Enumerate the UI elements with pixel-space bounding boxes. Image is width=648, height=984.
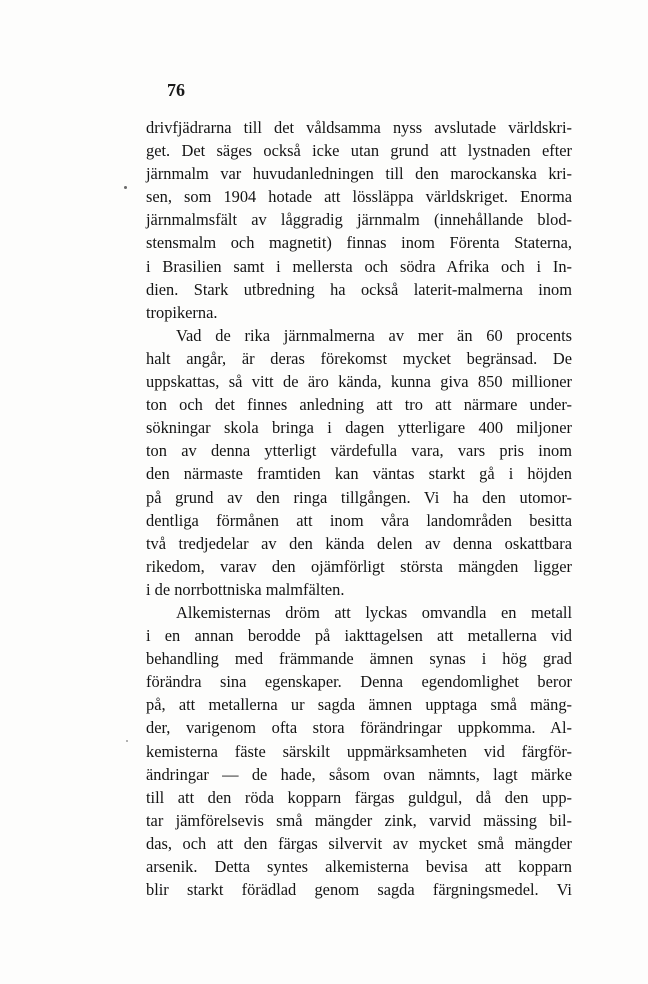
text-line: järnmalm var huvudanledningen till den marockanska kri- [146, 164, 572, 184]
text-line: der, varigenom ofta stora förändringar uppkomma. Al- [146, 718, 572, 738]
print-speck [124, 186, 127, 189]
text-line: get. Det säges också icke utan grund att lystnaden efter [146, 141, 572, 161]
text-line: ton av denna ytterligt värdefulla vara, vars pris inom [146, 441, 572, 461]
text-line: tropikerna. [146, 302, 218, 322]
text-line: järnmalmsfält av låggradig järnmalm (innehållande blod- [146, 210, 572, 230]
text-line: Alkemisternas dröm att lyckas omvandla en metall [176, 602, 572, 622]
text-line: ton och det finnes anledning att tro att närmare under- [146, 395, 572, 415]
text-line: dien. Stark utbredning ha också laterit-malmerna inom [146, 279, 572, 299]
text-line: sökningar skola bringa i dagen ytterligare 400 miljoner [146, 418, 572, 438]
text-line: i de norrbottniska malmfälten. [146, 579, 345, 599]
text-line: behandling med främmande ämnen synas i hög grad [146, 649, 572, 669]
text-line: två tredjedelar av den kända delen av denna oskattbara [146, 533, 572, 553]
text-line: sen, som 1904 hotade att lössläppa världskriget. Enorma [146, 187, 572, 207]
text-line: halt angår, är deras förekomst mycket begränsad. De [146, 348, 572, 368]
text-line: uppskattas, så vitt de äro kända, kunna giva 850 millioner [146, 372, 572, 392]
text-line: Vad de rika järnmalmerna av mer än 60 procents [176, 325, 572, 345]
text-line: på, att metallerna ur sagda ämnen upptaga små mäng- [146, 695, 572, 715]
text-line: stensmalm och magnetit) finnas inom Förenta Staterna, [146, 233, 572, 253]
text-line: ändringar — de hade, såsom ovan nämnts, lagt märke [146, 764, 572, 784]
text-line: i Brasilien samt i mellersta och södra Afrika och i In- [146, 256, 572, 276]
text-line: kemisterna fäste särskilt uppmärksamheten vid färgför- [146, 741, 572, 761]
text-line: på grund av den ringa tillgången. Vi ha den utomor- [146, 487, 572, 507]
text-line: das, och att den färgas silvervit av mycket små mängder [146, 833, 572, 853]
print-speck [126, 740, 128, 742]
text-line: förändra sina egenskaper. Denna egendomlighet beror [146, 672, 572, 692]
text-line: rikedom, varav den ojämförligt största mängden ligger [146, 556, 572, 576]
text-line: tar jämförelsevis små mängder zink, varvid mässing bil- [146, 810, 572, 830]
text-line: drivfjädrarna till det våldsamma nyss avslutade världskri- [146, 118, 572, 137]
page-number: 76 [167, 80, 185, 100]
text-line: arsenik. Detta syntes alkemisterna bevisa att kopparn [146, 857, 572, 876]
body-text [146, 116, 572, 901]
text-line: i en annan berodde på iakttagelsen att metallerna vid [146, 626, 572, 646]
text-line: den närmaste framtiden kan väntas starkt gå i höjden [146, 464, 572, 484]
text-line: blir starkt förädlad genom sagda färgningsmedel. Vi [146, 880, 572, 900]
text-line: dentliga förmånen att inom våra landområden besitta [146, 510, 572, 530]
text-line: till att den röda kopparn färgas guldgul, då den upp- [146, 787, 572, 807]
